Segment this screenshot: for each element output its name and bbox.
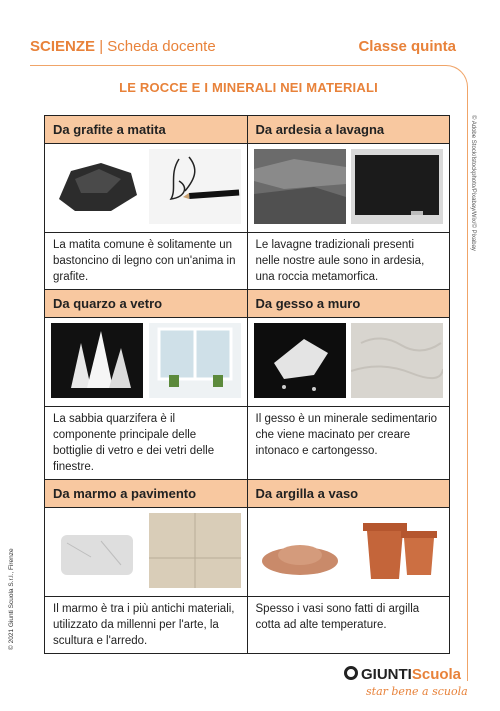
brand-giunti: GIUNTI bbox=[361, 666, 412, 683]
card-heading: Da ardesia a lavagna bbox=[247, 116, 450, 144]
giunti-g-icon bbox=[344, 666, 358, 680]
header-separator: | bbox=[99, 38, 104, 55]
graphite-rock-photo bbox=[51, 149, 143, 224]
card-text: La sabbia quarzifera è il componente principale delle bottiglie di vetro e dei vetri delle finestre. bbox=[45, 407, 248, 480]
doc-type-label: Scheda docente bbox=[107, 38, 216, 55]
card-heading: Da argilla a vaso bbox=[247, 480, 450, 508]
card-heading: Da quarzo a vetro bbox=[45, 290, 248, 318]
giunti-logo bbox=[344, 666, 461, 683]
marble-block-photo bbox=[51, 513, 143, 588]
marble-floor-photo bbox=[149, 513, 241, 588]
window-photo bbox=[149, 323, 241, 398]
card-text: La matita comune è solitamente un bastoncino di legno con un'anima in grafite. bbox=[45, 233, 248, 290]
subject-label: SCIENZE bbox=[30, 38, 96, 55]
card-text: Il marmo è tra i più antichi materiali, utilizzato da millenni per l'arte, la scultura e l'arredo. bbox=[45, 597, 248, 654]
pencil-drawing-photo bbox=[149, 149, 241, 224]
card-text: Il gesso è un minerale sedimentario che viene macinato per creare intonaco e cartongesso. bbox=[247, 407, 450, 480]
plaster-wall-photo bbox=[351, 323, 443, 398]
card-heading: Da marmo a pavimento bbox=[45, 480, 248, 508]
clay-powder-photo bbox=[254, 513, 346, 588]
card-text: Le lavagne tradizionali presenti nelle nostre aule sono in ardesia, una roccia metamorfica. bbox=[247, 233, 450, 290]
card-heading: Da gesso a muro bbox=[247, 290, 450, 318]
image-credits: © Adobe Stock/Istockphoto/Pixabay/Wix/© Pixabay bbox=[470, 115, 476, 251]
card-heading: Da grafite a matita bbox=[45, 116, 248, 144]
header-subject bbox=[30, 38, 216, 55]
card-text: Spesso i vasi sono fatti di argilla cotta ad alte temperature. bbox=[247, 597, 450, 654]
quartz-crystal-photo bbox=[51, 323, 143, 398]
materials-grid bbox=[44, 115, 450, 654]
gypsum-rock-photo bbox=[254, 323, 346, 398]
terracotta-pot-photo bbox=[351, 513, 443, 588]
page-title: LE ROCCE E I MINERALI NEI MATERIALI bbox=[119, 80, 378, 95]
slate-rock-photo bbox=[254, 149, 346, 224]
brand-scuola: Scuola bbox=[411, 666, 462, 683]
grade-label: Classe quinta bbox=[358, 38, 456, 55]
brand-tagline: star bene a scuola bbox=[366, 685, 468, 698]
copyright-note: © 2021 Giunti Scuola S.r.l., Firenze bbox=[8, 548, 15, 650]
blackboard-photo bbox=[351, 149, 443, 224]
